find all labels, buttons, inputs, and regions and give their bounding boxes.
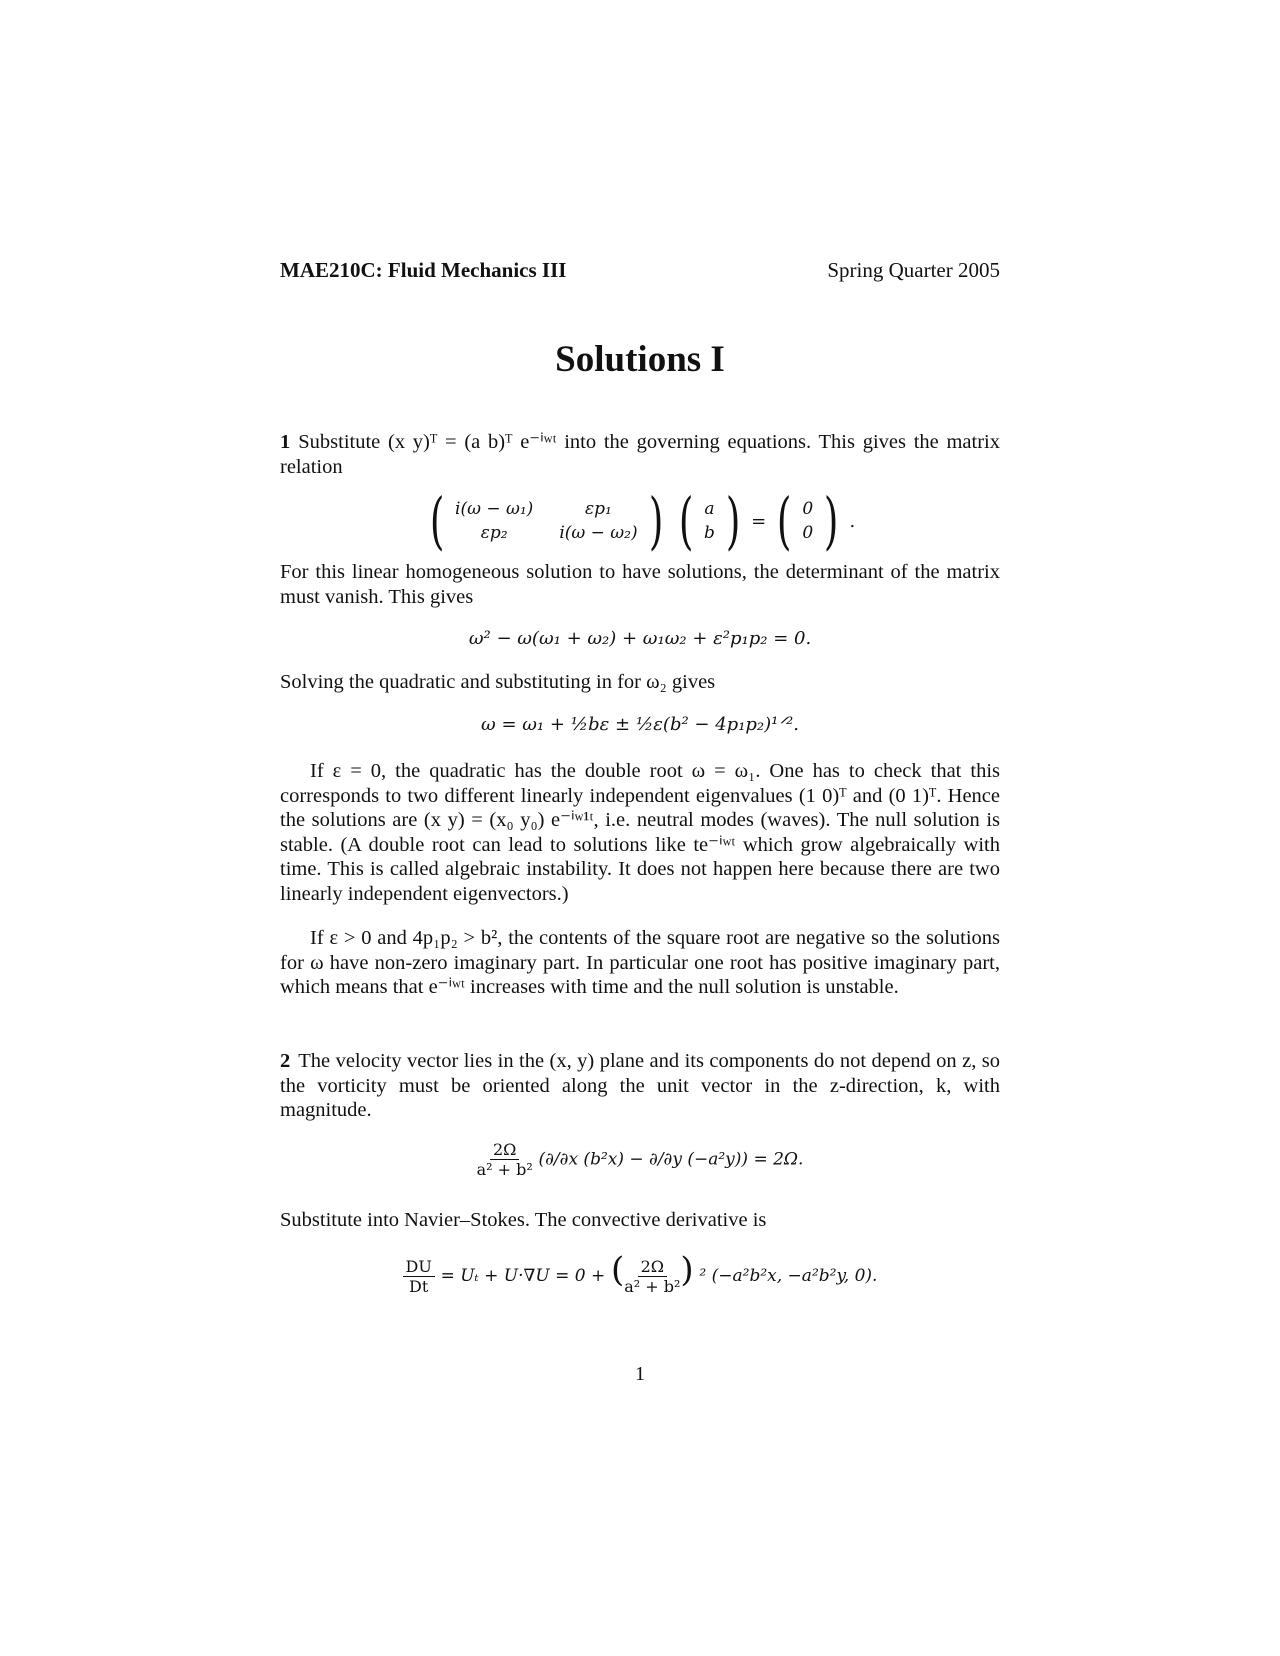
left-paren: ( <box>678 484 694 557</box>
convective-fraction-numerator: 2Ω <box>638 1257 667 1277</box>
equals-sign: = <box>751 510 767 532</box>
problem1-intro-text: Substitute (x y)ᵀ = (a b)ᵀ e⁻ⁱʷᵗ into the governing equations. This gives the matrix relation <box>280 431 1000 478</box>
root-equation: ω = ω₁ + ½bε ± ½ε(b² − 4p₁p₂)¹ᐟ². <box>481 714 799 735</box>
zero-entry-1: 0 <box>802 499 814 519</box>
problem2-intro-paragraph <box>280 1049 1000 1123</box>
right-paren: ) <box>824 484 839 557</box>
navier-stokes-text: Substitute into Navier–Stokes. The convective derivative is <box>280 1209 767 1231</box>
convective-middle: = Uₜ + U·∇U = 0 + <box>440 1266 606 1286</box>
material-derivative-denominator: Dt <box>409 1276 429 1296</box>
problem1-number: 1 <box>280 431 291 453</box>
matrix-entry-11: i(ω − ω₁) <box>455 499 534 519</box>
convective-fraction <box>624 1257 680 1296</box>
vorticity-fraction-numerator: 2Ω <box>490 1140 519 1160</box>
determinant-equation: ω² − ω(ω₁ + ω₂) + ω₁ω₂ + ε²p₁p₂ = 0. <box>468 628 812 649</box>
matrix-equation <box>0 484 1280 557</box>
convective-rhs: ² (−a²b²x, −a²b²y, 0). <box>699 1266 878 1286</box>
vorticity-fraction <box>477 1140 533 1179</box>
period: . <box>849 510 856 532</box>
right-paren: ) <box>725 484 741 557</box>
vector-entry-a: a <box>704 499 715 519</box>
material-derivative-fraction <box>403 1257 435 1296</box>
right-paren: ) <box>648 484 663 557</box>
vorticity-fraction-denominator: a² + b² <box>476 1160 533 1179</box>
convective-fraction-denominator: a² + b² <box>624 1276 681 1296</box>
vorticity-equation <box>0 1140 1280 1179</box>
left-paren: ( <box>429 484 445 557</box>
problem2-intro-text: The velocity vector lies in the (x, y) plane and its components do not depend on z, so the vorticity must be oriented along the unit vector in the z-direction, k, with magnitude. <box>280 1050 1000 1121</box>
matrix-entry-12: εp₁ <box>585 499 612 519</box>
convective-derivative-equation: $\frac{DU}{Dt}$ = Uₜ + U·∇U = 0 + ( $\frac{2\Omega}{\text{a² + b²}}$ ) ² (−a²b²x, −a²b²y, 0). <box>0 1250 1280 1296</box>
page-number: 1 <box>635 1363 645 1385</box>
zero-vector <box>802 499 813 543</box>
document-title: Solutions I <box>555 339 725 380</box>
material-derivative-numerator: DU <box>403 1257 435 1277</box>
unknown-vector <box>704 499 715 543</box>
epsilon-positive-paragraph: If ε > 0 and 4p₁p₂ > b², the contents of the square root are negative so the solutions for ω have non-zero imaginary part. In particular one root has positive imaginary part, which means that e⁻ⁱʷᵗ increases with time and the null solution is unstable. <box>280 927 1000 998</box>
determinant-text: For this linear homogeneous solution to have solutions, the determinant of the matrix must vanish. This gives <box>280 561 1000 608</box>
vorticity-expression: (∂/∂x (b²x) − ∂/∂y (−a²y)) = 2Ω. <box>538 1149 804 1170</box>
coefficient-matrix <box>455 499 638 543</box>
epsilon-zero-paragraph: If ε = 0, the quadratic has the double root ω = ω₁. One has to check that this corresponds to two different linearly independent eigenvalues (1 0)ᵀ and (0 1)ᵀ. Hence the solutions are (x y) = (x₀ y₀) e⁻ⁱʷ¹ᵗ, i.e. neutral modes (waves). The null solution is stable. (A double root can lead to solutions like te⁻ⁱʷᵗ which grow algebraically with time. This is called algebraic instability. It does not happen here because there are two linearly independent eigenvectors.) <box>280 760 1000 905</box>
course-header: MAE210C: Fluid Mechanics III <box>280 258 567 282</box>
vector-entry-b: b <box>704 523 715 543</box>
matrix-entry-22: i(ω − ω₂) <box>559 523 638 543</box>
problem1-intro-paragraph <box>280 430 1000 479</box>
term-header: Spring Quarter 2005 <box>827 258 1000 282</box>
solve-text: Solving the quadratic and substituting in for ω₂ gives <box>280 671 716 693</box>
left-paren: ( <box>777 484 792 557</box>
matrix-entry-21: εp₂ <box>480 523 508 543</box>
zero-entry-2: 0 <box>802 523 814 543</box>
problem2-number: 2 <box>280 1050 291 1072</box>
